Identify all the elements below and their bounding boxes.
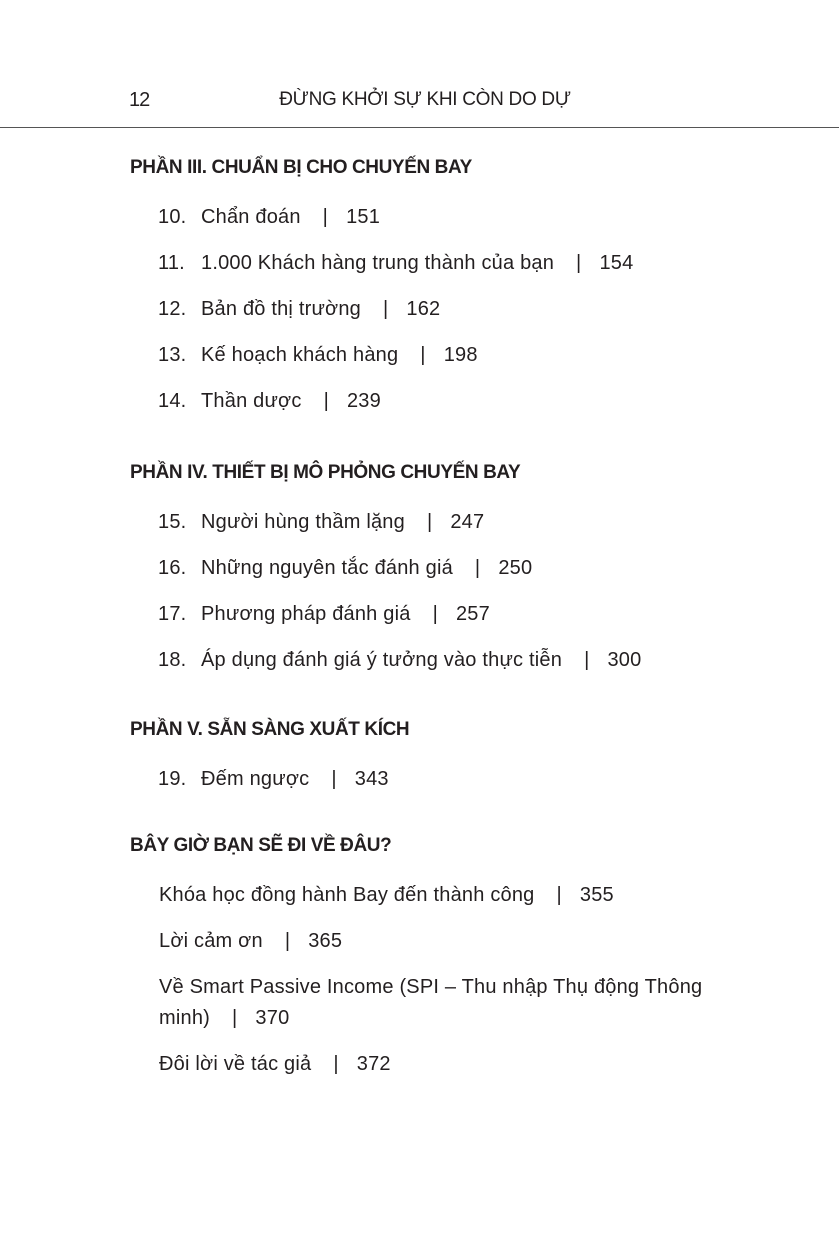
entry-title: Đếm ngược [201, 768, 310, 790]
entry-text [159, 976, 702, 1029]
running-title: ĐỪNG KHỞI SỰ KHI CÒN DO DỰ [279, 89, 571, 110]
entry-page-number: 198 [443, 344, 478, 366]
entry-text [201, 756, 389, 802]
separator: | [284, 930, 291, 952]
separator: | [576, 252, 582, 274]
entry-text [201, 378, 381, 424]
toc-entry[interactable] [130, 918, 770, 964]
entry-title: Kế hoạch khách hàng [201, 344, 399, 366]
separator: | [420, 344, 426, 366]
toc-entry[interactable] [130, 545, 770, 591]
entry-text [201, 499, 484, 545]
separator: | [383, 298, 389, 320]
entry-page-number: 162 [406, 298, 441, 320]
section-heading: BÂY GIỜ BẠN SẼ ĐI VỀ ĐÂU? [130, 835, 392, 856]
separator: | [232, 1006, 238, 1029]
entry-number: 18. [158, 649, 187, 671]
entry-title: Chẩn đoán [201, 206, 301, 228]
toc-entry[interactable] [130, 637, 770, 683]
toc-entry[interactable] [130, 499, 770, 545]
toc-list [130, 872, 770, 1087]
entry-text [201, 240, 633, 286]
toc-section [130, 156, 770, 424]
entry-title: Đôi lời về tác giả [159, 1053, 312, 1075]
entry-text [159, 918, 342, 964]
toc-entry[interactable] [130, 964, 704, 1041]
entry-page-number: 257 [455, 603, 490, 625]
entry-title: 1.000 Khách hàng trung thành của bạn [201, 252, 555, 274]
toc-list [130, 499, 770, 683]
separator: | [333, 1053, 339, 1075]
separator: | [474, 557, 481, 579]
toc-section [130, 718, 770, 802]
entry-text [201, 194, 380, 240]
toc-entry[interactable] [130, 591, 770, 637]
separator: | [331, 768, 337, 790]
toc-entry[interactable] [130, 286, 770, 332]
entry-text [159, 872, 614, 918]
toc-list [130, 194, 770, 424]
entry-number: 10. [158, 206, 187, 228]
entry-title: Thần dược [201, 390, 302, 412]
entry-page-number: 343 [354, 768, 389, 790]
entry-page-number: 154 [599, 252, 634, 274]
toc-entry[interactable] [130, 378, 770, 424]
entry-page-number: 247 [450, 511, 485, 533]
entry-page-number: 372 [356, 1053, 391, 1075]
entry-text [201, 545, 532, 591]
toc-entry[interactable] [130, 240, 770, 286]
entry-page-number: 239 [346, 390, 381, 412]
separator: | [584, 649, 590, 671]
entry-page-number: 370 [255, 1006, 290, 1029]
toc-entry[interactable] [130, 756, 770, 802]
entry-number: 16. [158, 557, 187, 579]
entry-text [159, 1041, 391, 1087]
entry-page-number: 250 [498, 557, 533, 579]
page-number: 12 [129, 89, 150, 111]
separator: | [323, 390, 329, 412]
entry-title: Lời cảm ơn [159, 930, 263, 952]
separator: | [426, 511, 433, 533]
separator: | [432, 603, 438, 625]
entry-number: 15. [158, 511, 187, 533]
entry-title: Những nguyên tắc đánh giá [201, 557, 453, 579]
entry-text [201, 332, 478, 378]
entry-page-number: 355 [579, 884, 614, 906]
separator: | [556, 884, 562, 906]
entry-number: 11. [158, 252, 185, 274]
section-heading: PHẦN IV. THIẾT BỊ MÔ PHỎNG CHUYẾN BAY [130, 462, 521, 483]
toc-entry[interactable] [130, 332, 770, 378]
entry-title: Về Smart Passive Income (SPI – Thu nhập Thụ động Thông minh) [159, 975, 703, 1029]
toc-entry[interactable] [130, 872, 770, 918]
toc-list [130, 756, 770, 802]
entry-page-number: 300 [607, 649, 642, 671]
separator: | [322, 206, 329, 228]
toc-entry[interactable] [130, 1041, 770, 1087]
section-heading: PHẦN III. CHUẨN BỊ CHO CHUYẾN BAY [130, 157, 472, 178]
toc-section [130, 461, 770, 683]
entry-title: Phương pháp đánh giá [201, 603, 411, 625]
entry-text [201, 591, 490, 637]
entry-number: 12. [158, 298, 187, 320]
entry-number: 17. [158, 603, 187, 625]
entry-page-number: 365 [308, 930, 343, 952]
entry-title: Người hùng thầm lặng [201, 511, 405, 533]
entry-number: 14. [158, 390, 187, 412]
toc-entry[interactable] [130, 194, 770, 240]
entry-title: Bản đồ thị trường [201, 298, 361, 320]
entry-text [201, 286, 440, 332]
entry-number: 19. [158, 768, 187, 790]
toc-section [130, 834, 770, 1087]
entry-page-number: 151 [346, 206, 381, 228]
header-rule [0, 127, 839, 128]
section-heading: PHẦN V. SẴN SÀNG XUẤT KÍCH [130, 719, 410, 740]
entry-title: Khóa học đồng hành Bay đến thành công [159, 884, 535, 906]
entry-text [201, 637, 641, 683]
entry-number: 13. [158, 344, 187, 366]
entry-title: Áp dụng đánh giá ý tưởng vào thực tiễn [201, 649, 563, 671]
